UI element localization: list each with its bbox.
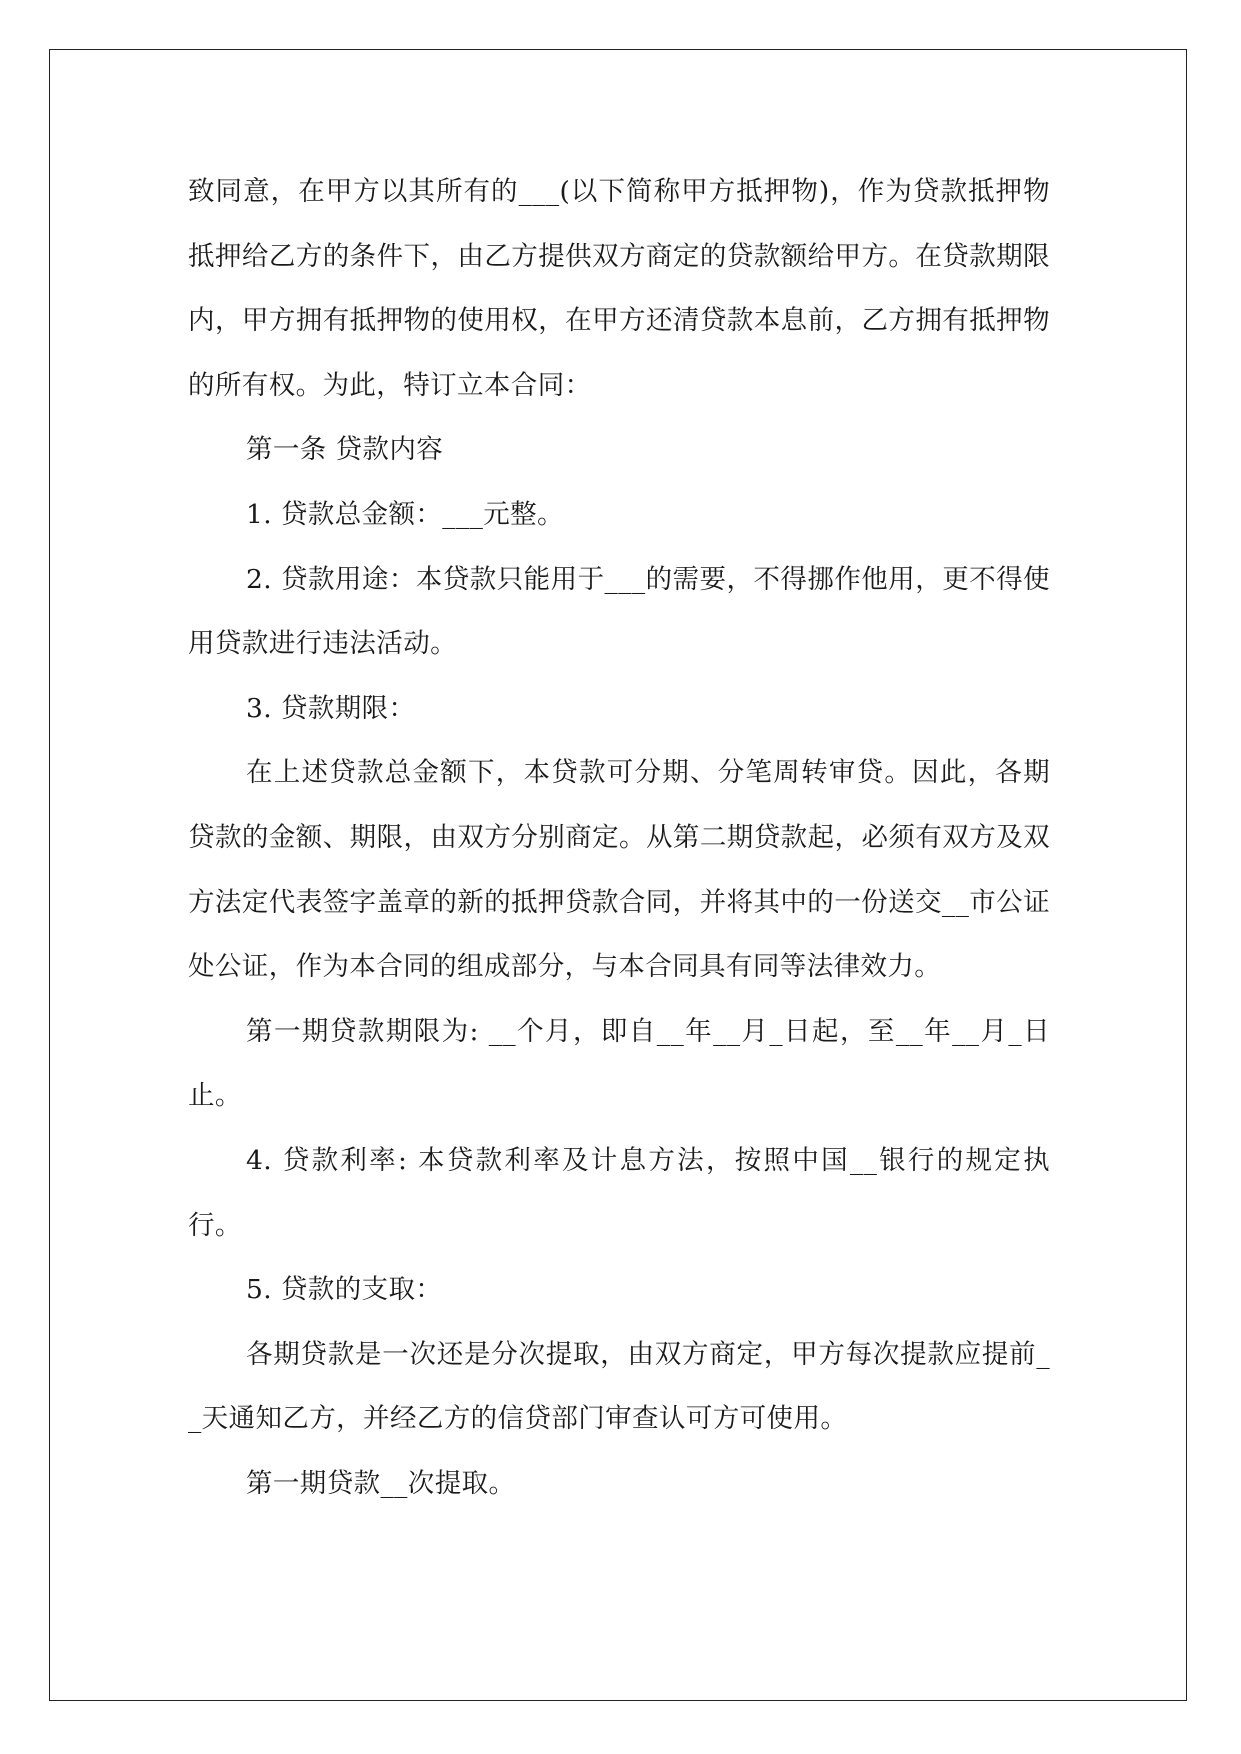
clause-first-withdrawal: 第一期贷款__次提取。: [246, 1467, 516, 1499]
article-1-heading: 第一条 贷款内容: [246, 434, 444, 466]
clause-withdrawal-body: 各期贷款是一次还是分次提取，由双方商定，甲方每次提款应提前__天通知乙方，并经乙方的信贷部门审查认可方可使用。: [188, 1338, 1050, 1435]
clause-loan-term-body: 在上述贷款总金额下，本贷款可分期、分笔周转审贷。因此，各期贷款的金额、期限，由双方分别商定。从第二期贷款起，必须有双方及双方法定代表签字盖章的新的抵押贷款合同，并将其中的一份送交__市公证处公证，作为本合同的组成部分，与本合同具有同等法律效力。: [188, 757, 1050, 983]
clause-loan-amount: 1. 贷款总金额：___元整。: [246, 498, 564, 530]
clause-interest-rate: 4. 贷款利率: 本贷款利率及计息方法，按照中国__银行的规定执行。: [188, 1144, 1050, 1241]
clause-first-term: 第一期贷款期限为: __个月，即自__年__月_日起，至__年__月_日止。: [188, 1015, 1050, 1112]
document-body: [188, 160, 1050, 1516]
clause-withdrawal-heading: 5. 贷款的支取：: [246, 1274, 443, 1306]
clause-loan-purpose: 2. 贷款用途：本贷款只能用于___的需要，不得挪作他用，更不得使用贷款进行违法活动。: [188, 563, 1050, 660]
clause-loan-term-heading: 3. 贷款期限：: [246, 692, 416, 724]
paragraph-intro: 致同意，在甲方以其所有的___(以下简称甲方抵押物)，作为贷款抵押物抵押给乙方的条件下，由乙方提供双方商定的贷款额给甲方。在贷款期限内，甲方拥有抵押物的使用权，在甲方还清贷款本息前，乙方拥有抵押物的所有权。为此，特订立本合同：: [188, 176, 1050, 401]
